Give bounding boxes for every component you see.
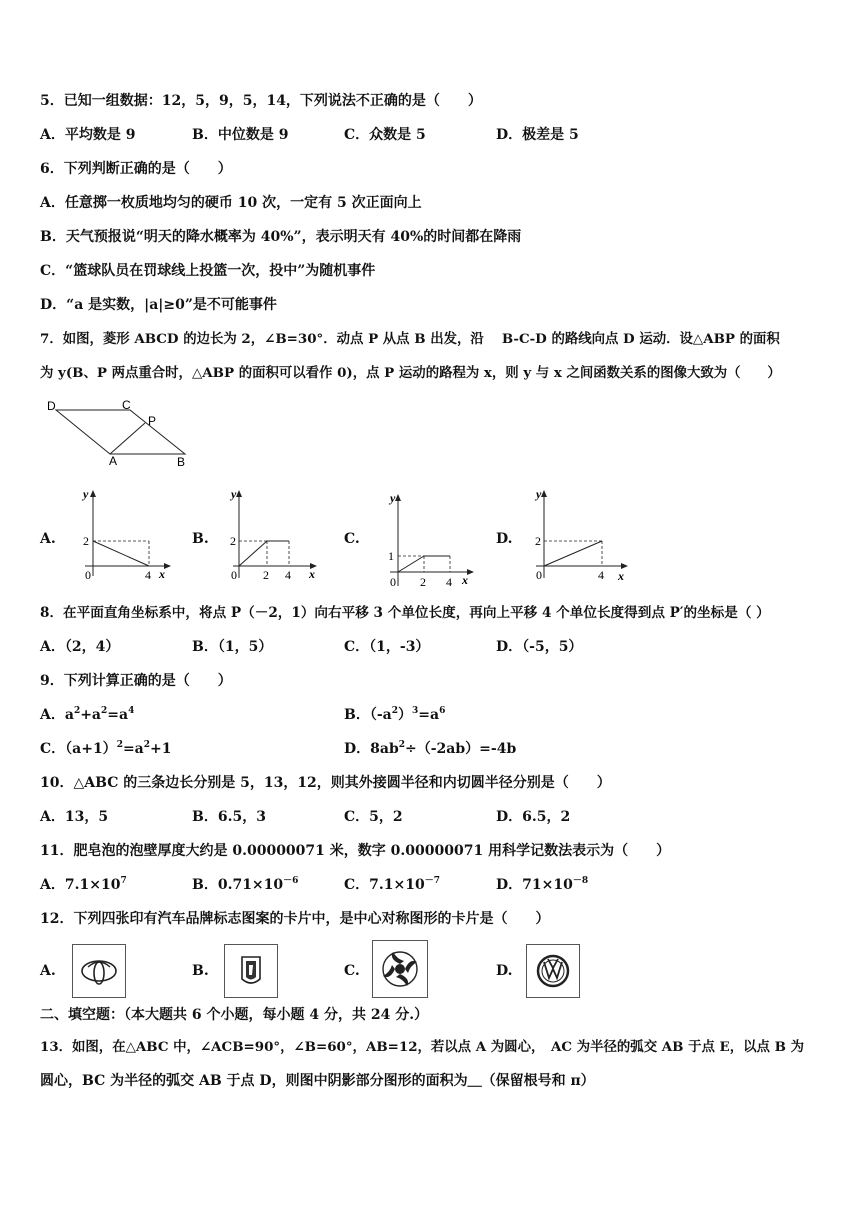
- q8-stem: 8．在平面直角坐标系中，将点 P（－2，1）向右平移 3 个单位长度，再向上平移 4 个单位长度得到点 P′的坐标是（ ）: [40, 605, 770, 621]
- q10-option-d: D．6.5，2: [496, 809, 571, 825]
- q11-stem: 11．肥皂泡的泡壁厚度大约是 0.00000071 米，数字 0.00000071 用科学记数法表示为（ ）: [40, 843, 671, 859]
- svg-text:2: 2: [535, 534, 541, 548]
- svg-text:0: 0: [85, 568, 91, 582]
- point-a-label: A: [109, 454, 118, 468]
- q6-stem: 6．下列判断正确的是（ ）: [40, 161, 232, 177]
- q8-option-d: D．（-5，5）: [496, 639, 583, 655]
- q12-card-b: [224, 944, 278, 998]
- volkswagen-logo-icon: [527, 945, 579, 997]
- svg-text:2: 2: [83, 534, 89, 548]
- q11-option-c: C．$7.1\times 10^{-7}$: [344, 876, 440, 893]
- q11-option-a: A．$7.1\times 10^7$: [40, 876, 127, 893]
- q11-option-d: D．$71\times 10^{-8}$: [496, 876, 589, 893]
- q6-option-c: C．“篮球队员在罚球线上投篮一次，投中”为随机事件: [40, 263, 376, 279]
- q13-stem-line1: 13．如图，在△ABC 中，∠ACB=90°，∠B=60°，AB=12，若以点 A 为圆心， AC 为半径的弧交 AB 于点 E，以点 B 为: [40, 1039, 804, 1055]
- q7-graph-b: [225, 486, 325, 586]
- svg-text:0: 0: [536, 568, 542, 582]
- q7-rhombus-figure: [40, 398, 200, 470]
- q13-stem-line2: 圆心，BC 为半径的弧交 AB 于点 D，则图中阴影部分图形的面积为＿（保留根号和 π）: [40, 1073, 595, 1089]
- svg-text:0: 0: [231, 568, 237, 582]
- q12-stem: 12．下列四张印有汽车品牌标志图案的卡片中，是中心对称图形的卡片是（ ）: [40, 911, 550, 927]
- point-d-label: D: [47, 399, 56, 413]
- svg-text:2: 2: [420, 575, 426, 589]
- q7-graph-a: [75, 486, 175, 586]
- q5-option-b: B．中位数是 9: [192, 127, 289, 143]
- q7-option-a-letter: A.: [40, 531, 56, 547]
- q12-option-c-letter: C.: [344, 963, 360, 979]
- section2-heading: 二、填空题：（本大题共 6 个小题，每小题 4 分，共 24 分.）: [40, 1007, 429, 1023]
- svg-text:4: 4: [285, 568, 291, 582]
- q7-option-d-letter: D.: [496, 531, 513, 547]
- svg-text:x: x: [462, 573, 468, 587]
- svg-text:x: x: [159, 567, 165, 581]
- q6-option-b: B．天气预报说“明天的降水概率为 40%”，表示明天有 40%的时间都在降雨: [40, 229, 522, 245]
- svg-text:y: y: [231, 487, 237, 501]
- point-c-label: C: [122, 398, 131, 412]
- svg-text:4: 4: [446, 575, 452, 589]
- q12-option-d-letter: D.: [496, 963, 513, 979]
- q12-card-c: [372, 940, 428, 998]
- q8-option-b: B．（1，5）: [192, 639, 273, 655]
- svg-text:2: 2: [263, 568, 269, 582]
- q10-stem: 10．△ABC 的三条边长分别是 5，13，12，则其外接圆半径和内切圆半径分别是（ ）: [40, 775, 611, 791]
- q9-option-d: D．$8ab^2\div(-2ab)=-4b$: [344, 740, 517, 757]
- q12-option-a-letter: A.: [40, 963, 56, 979]
- q8-option-a: A．（2，4）: [40, 639, 120, 655]
- shield-logo-icon: [225, 945, 277, 997]
- toyota-logo-icon: [73, 945, 125, 997]
- svg-text:4: 4: [598, 568, 604, 582]
- svg-text:0: 0: [390, 575, 396, 589]
- svg-text:1: 1: [388, 549, 394, 563]
- q9-option-a: A．$a^2+a^2=a^4$: [40, 706, 135, 723]
- point-b-label: B: [177, 455, 186, 469]
- q12-option-b-letter: B.: [192, 963, 209, 979]
- q5-option-a: A．平均数是 9: [40, 127, 136, 143]
- q10-option-c: C．5，2: [344, 809, 403, 825]
- q6-option-a: A．任意掷一枚质地均匀的硬币 10 次，一定有 5 次正面向上: [40, 195, 422, 211]
- q7-graph-c: [378, 490, 478, 590]
- q12-card-a: [72, 944, 126, 998]
- q7-option-c-letter: C.: [344, 531, 360, 547]
- q10-option-b: B．6.5，3: [192, 809, 266, 825]
- q9-option-c: C．$(a+1)^2=a^2+1$: [40, 740, 172, 757]
- q6-option-d: D．“a 是实数，|a|≥0”是不可能事件: [40, 297, 277, 313]
- q10-option-a: A．13，5: [40, 809, 109, 825]
- q9-option-b: B．$(-a^2)^3=a^6$: [344, 706, 446, 723]
- q7-stem-line1: 7．如图，菱形 ABCD 的边长为 2，∠B=30°．动点 P 从点 B 出发，沿 B-C-D 的路线向点 D 运动．设△ABP 的面积: [40, 331, 780, 347]
- q11-option-b: B．$0.71\times 10^{-6}$: [192, 876, 299, 893]
- svg-text:y: y: [390, 491, 396, 505]
- svg-text:2: 2: [230, 534, 236, 548]
- q5-option-d: D．极差是 5: [496, 127, 579, 143]
- q7-graph-d: [530, 486, 640, 586]
- svg-text:x: x: [309, 567, 315, 581]
- svg-text:y: y: [83, 487, 89, 501]
- svg-text:4: 4: [145, 568, 151, 582]
- svg-text:x: x: [618, 569, 624, 583]
- point-p-label: P: [148, 414, 157, 428]
- q8-option-c: C．（1，-3）: [344, 639, 430, 655]
- q9-stem: 9．下列计算正确的是（ ）: [40, 673, 232, 689]
- q5-option-c: C．众数是 5: [344, 127, 426, 143]
- q7-stem-line2: 为 y(B、P 两点重合时，△ABP 的面积可以看作 0)，点 P 运动的路程为 x，则 y 与 x 之间函数关系的图像大致为（ ）: [40, 365, 781, 381]
- swirl-logo-icon: [373, 941, 427, 997]
- svg-text:y: y: [536, 487, 542, 501]
- q5-stem: 5．已知一组数据：12，5，9，5，14，下列说法不正确的是（ ）: [40, 93, 482, 109]
- q7-option-b-letter: B.: [192, 531, 209, 547]
- q12-card-d: [526, 944, 580, 998]
